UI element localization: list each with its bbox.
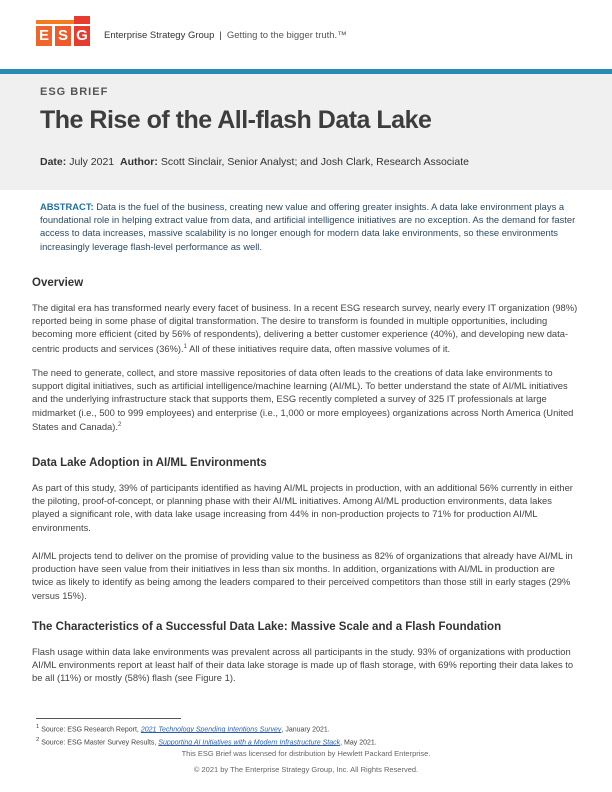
abstract-label: ABSTRACT: <box>40 201 94 212</box>
footnote-1-suffix: , January 2021. <box>281 726 330 734</box>
heading-overview: Overview <box>32 277 84 289</box>
author-value: Scott Sinclair, Senior Analyst; and Josh Clark, Research Associate <box>160 156 469 168</box>
author-label: Author: <box>119 156 158 168</box>
footnote-rule <box>36 718 181 719</box>
footnote-ref-1: 1 <box>183 343 187 350</box>
org-tagline: Getting to the bigger truth.™ <box>226 30 347 41</box>
logo-letter-g: G <box>74 26 90 46</box>
org-name: Enterprise Strategy Group <box>104 30 215 41</box>
org-line <box>104 30 347 41</box>
footnote-1-number: 1 <box>36 724 40 730</box>
footnote-2 <box>36 737 377 746</box>
characteristics-paragraph-1: Flash usage within data lake environments was prevalent across all participants in the study. 93% of organizations with production AI/ML environments report at least half of their data lake storage is made up of flash storage, with 69% reporting their data lakes to be all (11%) or mostly (58%) flash (see Figure 1). <box>32 646 574 684</box>
org-separator: | <box>219 30 222 41</box>
overview-paragraph-1 <box>32 301 578 355</box>
footnote-2-suffix: , May 2021. <box>340 739 377 747</box>
abstract-text: Data is the fuel of the business, creating new value and offering greater insights. A data lake environment plays a foundational role in helping extract value from data, and artificial intelligence initiatives are no exception. As the demand for faster access to data increases, massive scalability is no longer enough for modern data lake environments, so these environments increasingly leverage flash-level performance as well. <box>40 201 576 252</box>
logo-accent <box>74 16 90 24</box>
heading-adoption: Data Lake Adoption in AI/ML Environments <box>32 457 267 469</box>
byline <box>40 156 469 168</box>
page-header <box>0 0 612 70</box>
brief-label: ESG BRIEF <box>40 86 109 98</box>
footnote-ref-2: 2 <box>118 421 122 428</box>
abstract <box>40 200 580 253</box>
overview-p2-text: The need to generate, collect, and store massive repositories of data often leads to the creations of data lake environments to support digital initiatives, such as artificial intelligence/machine learning (AI/ML). To better understand the state of AI/ML initiatives and the underlying infrastructure stack that supports them, ESG recently completed a survey of 325 IT professionals at large midmarket (i.e., 500 to 999 employees) and enterprise (i.e., 1,000 or more employees) organizations across North America (United States and Canada). <box>32 367 574 432</box>
footnote-2-prefix: Source: ESG Master Survey Results, <box>41 739 159 747</box>
esg-logo <box>36 16 96 48</box>
overview-p1-text: The digital era has transformed nearly every facet of business. In a recent ESG research survey, nearly every IT organization (98%) reported being in some phase of digital transformation. The desire to transform is founded in multiple opportunities, including becoming more efficient (cited by 56% of respondents), delivering a better customer experience (40%), and developing new data-centric products and services (36%). <box>32 302 578 354</box>
date-value: July 2021 <box>69 156 115 168</box>
footnote-2-link[interactable]: Supporting AI Initiatives with a Modern Infrastructure Stack <box>158 739 341 747</box>
overview-paragraph-2 <box>32 366 578 433</box>
footnote-1-link[interactable]: 2021 Technology Spending Intentions Survey <box>140 726 282 734</box>
page-title: The Rise of the All-flash Data Lake <box>40 106 432 134</box>
logo-letter-s: S <box>55 26 71 46</box>
license-note: This ESG Brief was licensed for distribution by Hewlett Packard Enterprise. <box>181 749 431 758</box>
footnote-1 <box>36 724 330 733</box>
overview-p1-tail: All of these initiatives require data, often massive volumes of it. <box>186 342 451 354</box>
footnote-1-prefix: Source: ESG Research Report, <box>41 726 141 734</box>
adoption-paragraph-2: AI/ML projects tend to deliver on the promise of providing value to the business as 82% of organizations that already have AI/ML in production have seen value from their initiatives in less than six months. In addition, organizations with AI/ML in production are twice as likely to identify as being among the leaders compared to their perceived competitors than those still in early stages (29% versus 15%). <box>32 550 573 601</box>
logo-letter-e: E <box>36 26 52 46</box>
heading-characteristics: The Characteristics of a Successful Data Lake: Massive Scale and a Flash Foundation <box>32 621 502 633</box>
date-label: Date: <box>40 156 67 168</box>
footnote-2-number: 2 <box>36 737 40 743</box>
copyright: © 2021 by The Enterprise Strategy Group, Inc. All Rights Reserved. <box>193 765 419 774</box>
adoption-paragraph-1: As part of this study, 39% of participants identified as having AI/ML projects in production, with an additional 56% currently in either the piloting, proof-of-concept, or planning phase with their AI/ML initiatives. Among AI/ML production environments, data lakes played a significant role, with data lake usage increasing from 44% in non-production projects to 71% for production AI/ML environments. <box>32 482 573 533</box>
